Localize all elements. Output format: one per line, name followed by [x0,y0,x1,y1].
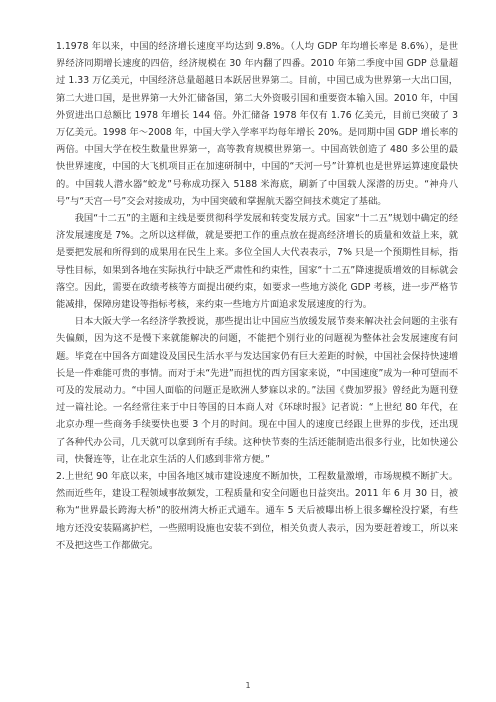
paragraph-4: 2.上世纪 90 年底以来，中国各地区城市建设速度不断加快，工程数量激增，市场规模不断扩大。然而近些年，建设工程领域事故频发，工程质量和安全问题也日益突出。2011 年 6 月 30 日，被称为“世界最长跨海大桥”的胶州湾大桥正式通车。通车 5 天后被曝出桥上很多螺栓没拧紧，有些地方还没安装隔离护栏，一些照明设施也安装不到位，相关负责人表示，因为要赶着竣工，所以来不及把这些工作都做完。 [56,471,458,551]
paragraph-3: 日本大阪大学一名经济学教授说，那些提出让中国应当放缓发展节奏来解决社会问题的主张有失偏颇，因为这不是慢下来就能解决的问题，不能把个别行业的问题视为整体社会发展速度有问题。毕竟在中国各方面建设及国民生活水平与发达国家仍有巨大差距的时候，中国社会保持快速增长是一件难能可贵的事情。而对于未“先进”而担忧的西方国家来说，“中国速度”成为一种可望而不可及的发展动力。“中国人面临的问题正是欧洲人梦寐以求的。”法国《费加罗报》曾经此为题刊登过一篇社论。一名经常往来于中日等国的日本商人对《环球时报》记者说：“上世纪 80 年代，在北京办理一些商务手续要快也要 3 个月的时间。现在中国人的速度已经跟上世界的步伐，还出现了各种代办公司，几天就可以拿到所有手续。这种快节奏的生活还能制造出很多行业，比如快递公司，快餐连等，让在北京生活的人们感到非常方便。” [56,316,458,465]
page-number: 1 [245,681,251,690]
paragraph-2: 我国“十二五”的主题和主线是要贯彻科学发展和转变发展方式。国家“十二五”规划中确定的经济发展速度是 7%。之所以这样做，就是要把工作的重点放在提高经济增长的质量和效益上来，就是要把发展和所得到的成果用在民生上来。多位全国人大代表表示，7% 只是一个预期性目标，指导性目标，如果到各地在实际执行中缺乏严肃性和约束性，国家“十二五”降速提质增效的目标就会落空。因此，需要在政绩考核等方面提出硬约束，如要求一些地方淡化 GDP 考核，进一步严格节能减排，保障房建设等指标考核，来约束一些地方片面追求发展速度的行为。 [56,213,458,311]
paragraph-1: 1.1978 年以来，中国的经济增长速度平均达到 9.8%。（人均 GDP 年均增长率是 8.6%），是世界经济同期增长速度的四倍，经济规模在 30 年内翻了四番。2010 年第二季度中国 GDP 总量超过 1.33 万亿美元，中国经济总量超越日本跃居世界第二。目前，中国已成为世界第一大出口国，第二大进口国，是世界第一大外汇储备国，第二大外资吸引国和重要资本输入国。2010 年，中国外贸进出口总额比 1978 年增长 144 倍。外汇储备 1978 年仅有 1.76 亿美元，目前已突破了 3 万亿美元。1998 年～2008 年，中国大学入学率平均每年增长 20%。是同期中国 GDP 增长率的两倍。中国大学在校生数量世界第一，高等教育规模世界第一。中国高铁创造了 480 多公里的最快世界速度，中国的大飞机项目正在加速研制中，中国的“天河一号”计算机也是世界运算速度最快的。中国载人潜水器“蛟龙”号称成功探入 5188 米海底，刷新了中国载人深潜的历史。“神舟八号”与“天宫一号”交会对接成功，为中国突破和掌握航天器空间技术奠定了基础。 [56,41,458,207]
